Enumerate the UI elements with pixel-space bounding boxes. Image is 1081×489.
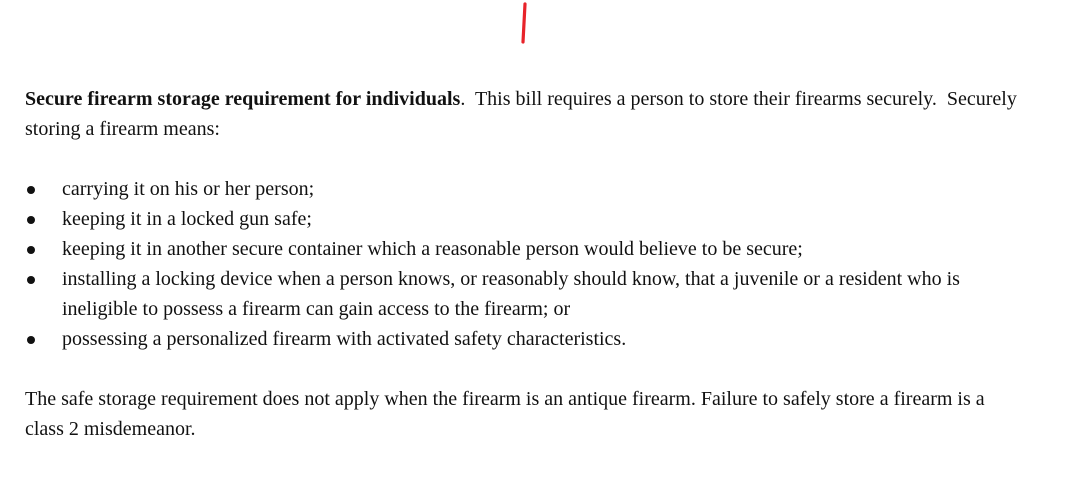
section-heading: Secure firearm storage requirement for individuals [25,88,461,110]
list-item [25,174,1025,204]
bullet-icon [27,216,35,224]
list-item-text: keeping it in a locked gun safe; [62,208,312,230]
bullet-icon [27,276,35,284]
bullet-icon [27,336,35,344]
list-item-text: possessing a personalized firearm with activated safety characteristics. [62,328,627,350]
list-item [25,264,1025,324]
list-item-text: installing a locking device when a person knows, or reasonably should know, that a juvenile or a resident who is ineligible to possess a firearm can gain access to the firearm; or [62,268,960,320]
closing-paragraph: The safe storage requirement does not apply when the firearm is an antique firearm. Failure to safely store a firearm is a class 2 misdemeanor. [25,388,985,440]
list-item-text: carrying it on his or her person; [62,178,315,200]
list-item-text: keeping it in another secure container which a reasonable person would believe to be secure; [62,238,803,260]
list-item [25,234,1025,264]
list-item [25,324,1025,354]
red-annotation-mark [521,2,527,44]
intro-text: This bill requires a person to store their firearms securely. Securely storing a firearm means: [25,88,1022,140]
storage-methods-list [25,174,1025,354]
intro-paragraph [25,84,1025,144]
list-item [25,204,1025,234]
heading-period: . [460,88,466,110]
bullet-icon [27,186,35,194]
bullet-icon [27,246,35,254]
